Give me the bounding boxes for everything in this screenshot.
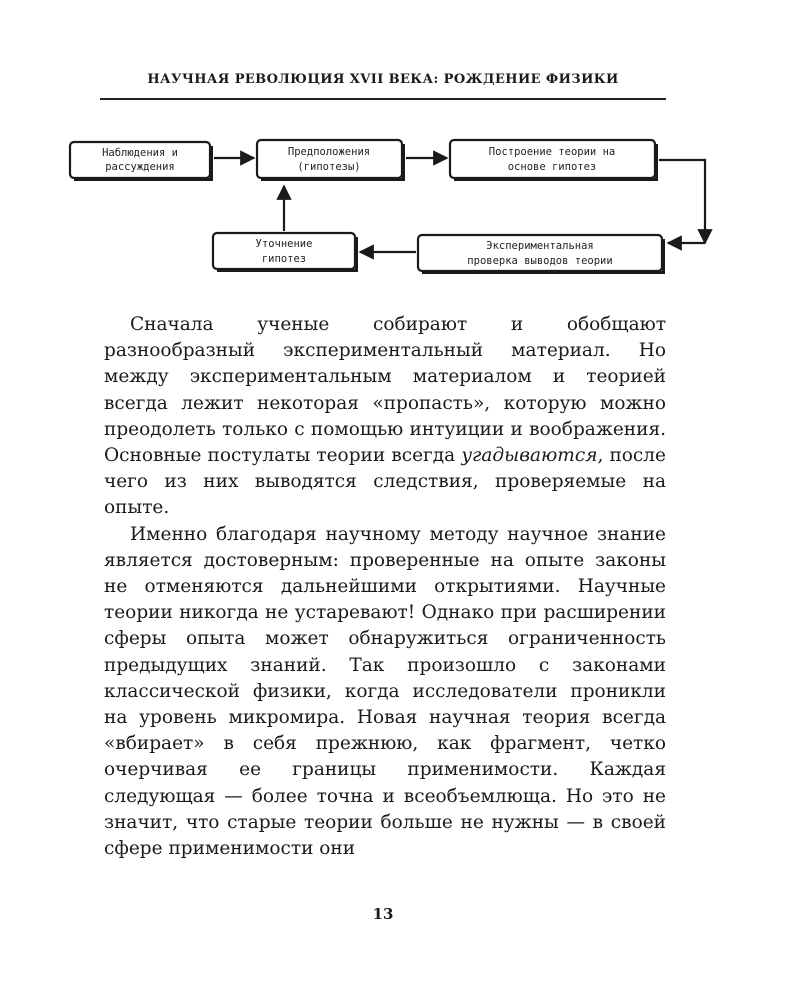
diagram-box-observations xyxy=(70,142,213,181)
box-observations-line2: рассуждения xyxy=(105,161,175,173)
diagram-box-refinement xyxy=(213,233,358,272)
paragraph-1-end: , после чего из них выводятся следствия, проверяемые на опыте. xyxy=(104,445,666,519)
box-observations-line1: Наблюдения и xyxy=(102,147,178,159)
box-theory-line1: Построение теории на xyxy=(488,146,616,158)
page-number: 13 xyxy=(372,905,394,923)
box-check-line2: проверка выводов теории xyxy=(467,255,613,267)
diagram-box-theory-construction xyxy=(450,140,658,181)
box-check-line1: Экспериментальная xyxy=(486,240,594,252)
arrow-theory-to-check xyxy=(659,160,705,243)
box-hypotheses-line2: (гипотезы) xyxy=(297,161,361,173)
running-head: НАУЧНАЯ РЕВОЛЮЦИЯ XVII ВЕКА: РОЖДЕНИЕ ФИЗИКИ xyxy=(147,72,619,87)
body-text xyxy=(104,312,666,862)
paragraph-1 xyxy=(104,312,666,522)
paragraph-2: Именно благодаря научному методу научное знание является достоверным: проверенные на опыте законы не отменяются дальнейшими открытиями. Научные теории никогда не устаревают! Однако при расширении сферы опыта может обнаружиться ограниченность предыдущих знаний. Так произошло с законами классической физики, когда исследователи проникли на уровень микромира. Новая научная теория всегда «вбирает» в себя прежнюю, как фрагмент, четко очерчивая ее границы применимости. Каждая следующая — более точна и всеобъемлюща. Но это не значит, что старые теории больше не нужны — в своей сфере применимости они xyxy=(104,523,666,860)
flow-diagram xyxy=(0,0,800,300)
diagram-box-hypotheses xyxy=(257,140,405,181)
box-hypotheses-line1: Предположения xyxy=(287,146,371,158)
diagram-box-experimental-check xyxy=(418,235,665,274)
emphasis-guessed: угадываются xyxy=(461,445,598,467)
box-refinement-line2: гипотез xyxy=(261,253,307,265)
box-theory-line2: основе гипотез xyxy=(507,161,597,173)
paragraph-1-start: Сначала ученые собирают и обобщают разнообразный экспериментальный материал. Но между экспериментальным материалом и теорией всегда лежит некоторая «пропасть», которую можно преодолеть только с помощью интуиции и воображения. Основные постулаты теории всегда xyxy=(104,314,666,467)
box-refinement-line1: Уточнение xyxy=(255,238,313,250)
